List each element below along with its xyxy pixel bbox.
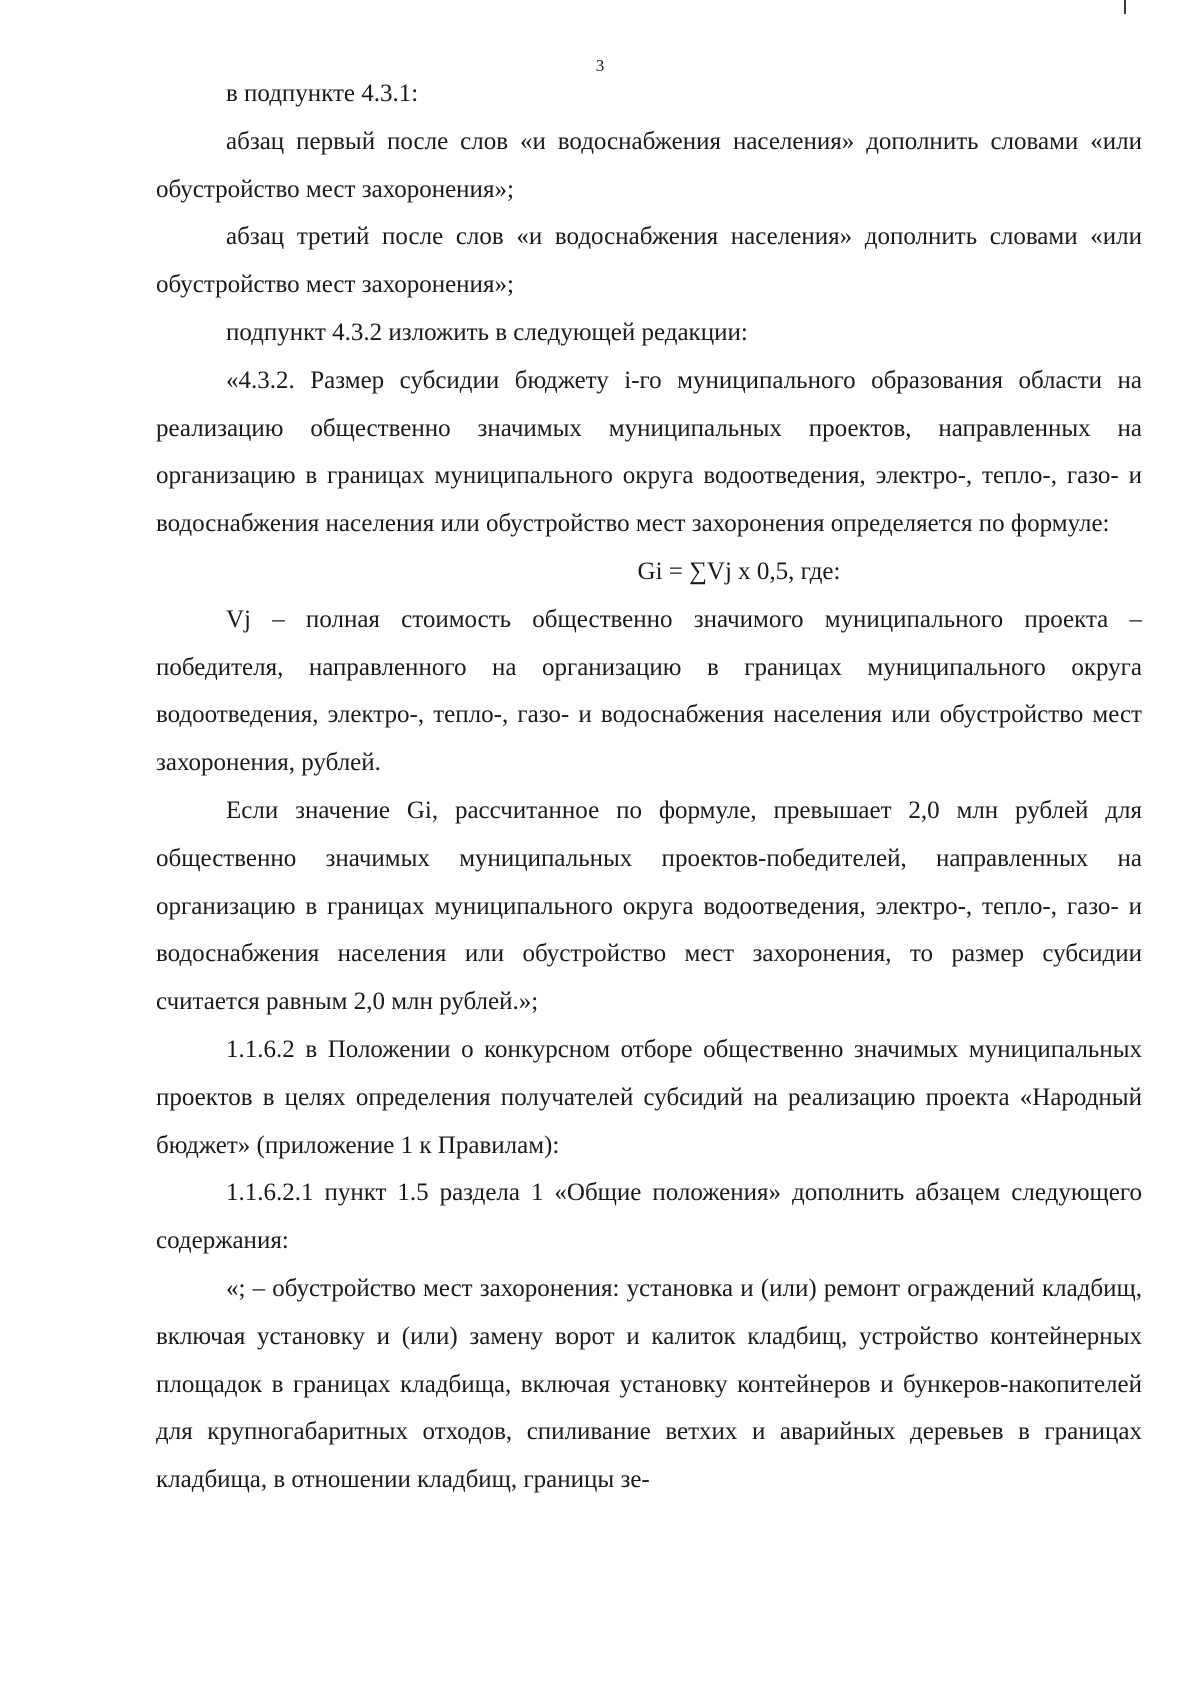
scan-edge-mark: [1124, 0, 1126, 14]
paragraph-burial-arrangement: «; – обустройство мест захоронения: установка и (или) ремонт ограждений кладбищ, включая установку и (или) замену ворот и калиток кладбищ, устройство контейнерных площадок в границах кладбища, включая установку контейнеров и бункеров-накопителей для крупногабаритных отходов, спиливание ветхих и аварийных деревьев в границах кладбища, в отношении кладбищ, границы зе-: [156, 1274, 1142, 1494]
paragraph-third-abzac-amendment: абзац третий после слов «и водоснабжения населения» дополнить словами «или обустройство мест захоронения»;: [156, 223, 1142, 299]
paragraph-first-abzac-amendment: абзац первый после слов «и водоснабжения населения» дополнить словами «или обустройство мест захоронения»;: [156, 127, 1142, 203]
page-number: 3: [595, 56, 605, 75]
paragraph-1-1-6-2: 1.1.6.2 в Положении о конкурсном отборе общественно значимых муниципальных проектов в целях определения получателей субсидий на реализацию проекта «Народный бюджет» (приложение 1 к Правилам):: [156, 1035, 1142, 1159]
subsidy-formula: Gi = ∑Vj x 0,5, где:: [637, 557, 841, 585]
paragraph-1-1-6-2-1: 1.1.6.2.1 пункт 1.5 раздела 1 «Общие положения» дополнить абзацем следующего содержания:: [156, 1179, 1142, 1255]
paragraph-subitem-4-3-1-intro: в подпункте 4.3.1:: [226, 80, 419, 107]
document-body: [156, 70, 1142, 1504]
paragraph-subitem-4-3-2-intro: подпункт 4.3.2 изложить в следующей редакции:: [226, 318, 748, 346]
paragraph-gi-limit: Если значение Gi, рассчитанное по формуле, превышает 2,0 млн рублей для общественно значимых муниципальных проектов-победителей, направленных на организацию в границах муниципального округа водоотведения, электро-, тепло-, газо- и водоснабжения населения или обустройство мест захоронения, то размер субсидии считается равным 2,0 млн рублей.»;: [156, 796, 1142, 1016]
paragraph-subsidy-size: «4.3.2. Размер субсидии бюджету i-го муниципального образования области на реализацию общественно значимых муниципальных проектов, направленных на организацию в границах муниципального округа водоотведения, электро-, тепло-, газо- и водоснабжения населения или обустройство мест захоронения определяется по формуле:: [156, 366, 1142, 538]
paragraph-vj-definition: Vj – полная стоимость общественно значимого муниципального проекта – победителя, направленного на организацию в границах муниципального округа водоотведения, электро-, тепло-, газо- и водоснабжения населения или обустройство мест захоронения, рублей.: [156, 605, 1142, 777]
